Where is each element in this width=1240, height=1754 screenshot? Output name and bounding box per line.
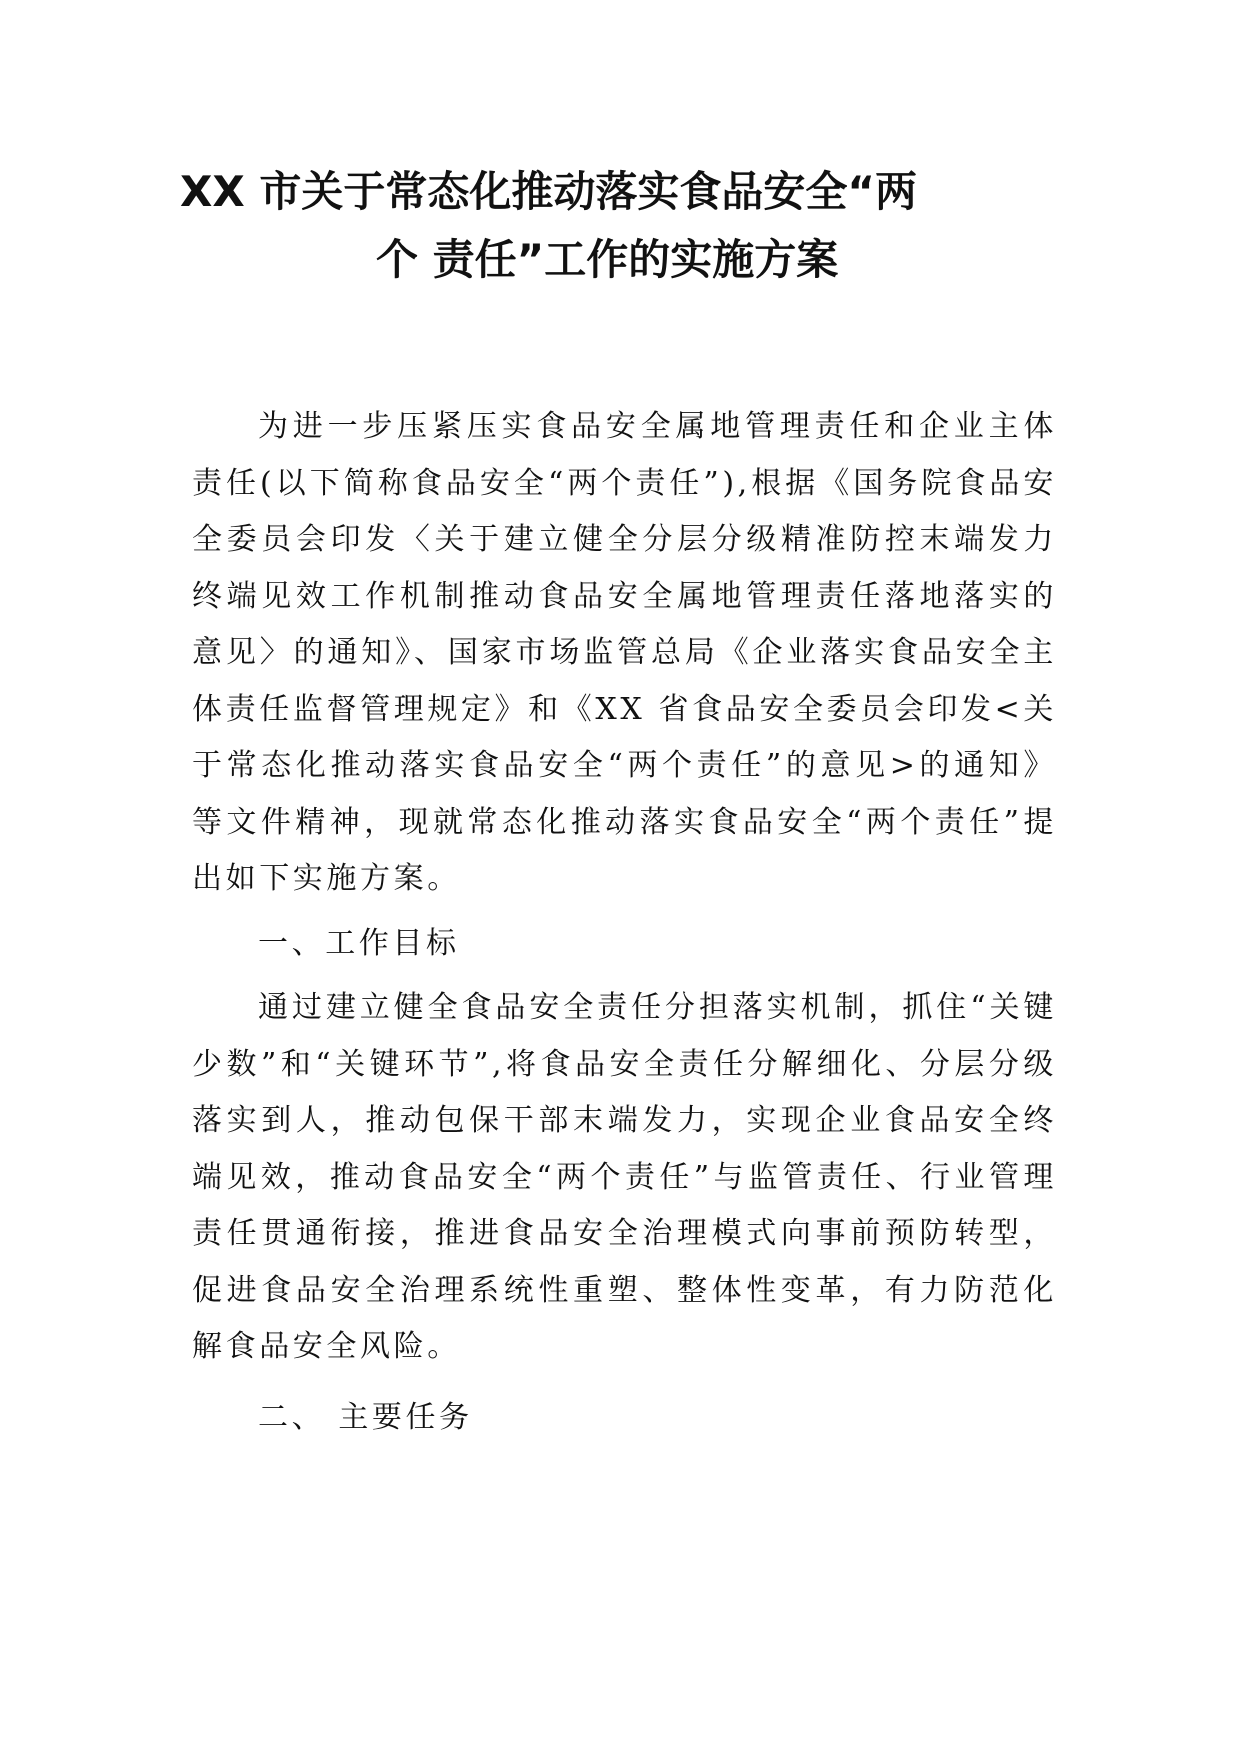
document-title [180, 158, 1060, 294]
title-line-2: 个 责任”工作的实施方案 [376, 235, 839, 284]
intro-paragraph: 为进一步压紧压实食品安全属地管理责任和企业主体责任(以下简称食品安全“两个责任”),根据《国务院食品安全委员会印发〈关于建立健全分层分级精准防控末端发力终端见效工作机制推动食品安全属地管理责任落地落实的意见〉的通知》、国家市场监管总局《企业落实食品安全主体责任监督管理规定》和《XX 省食品安全委员会印发<关于常态化推动落实食品安全“两个责任”的意见>的通知》等文件精神，现就常态化推动落实食品安全“两个责任”提出如下实施方案。 [192, 409, 1057, 896]
document-body [192, 399, 1057, 1446]
section-heading-2: 二、 主要任务 [258, 1399, 473, 1435]
title-line-1: XX 市关于常态化推动落实食品安全“两 [180, 167, 917, 216]
goal-paragraph: 通过建立健全食品安全责任分担落实机制，抓住“关键少数”和“关键环节”,将食品安全责任分解细化、分层分级落实到人，推动包保干部末端发力，实现企业食品安全终端见效，推动食品安全“两个责任”与监管责任、行业管理责任贯通衔接，推进食品安全治理模式向事前预防转型，促进食品安全治理系统性重塑、整体性变革，有力防范化解食品安全风险。 [192, 990, 1057, 1364]
section-heading-1: 一、工作目标 [258, 925, 460, 961]
